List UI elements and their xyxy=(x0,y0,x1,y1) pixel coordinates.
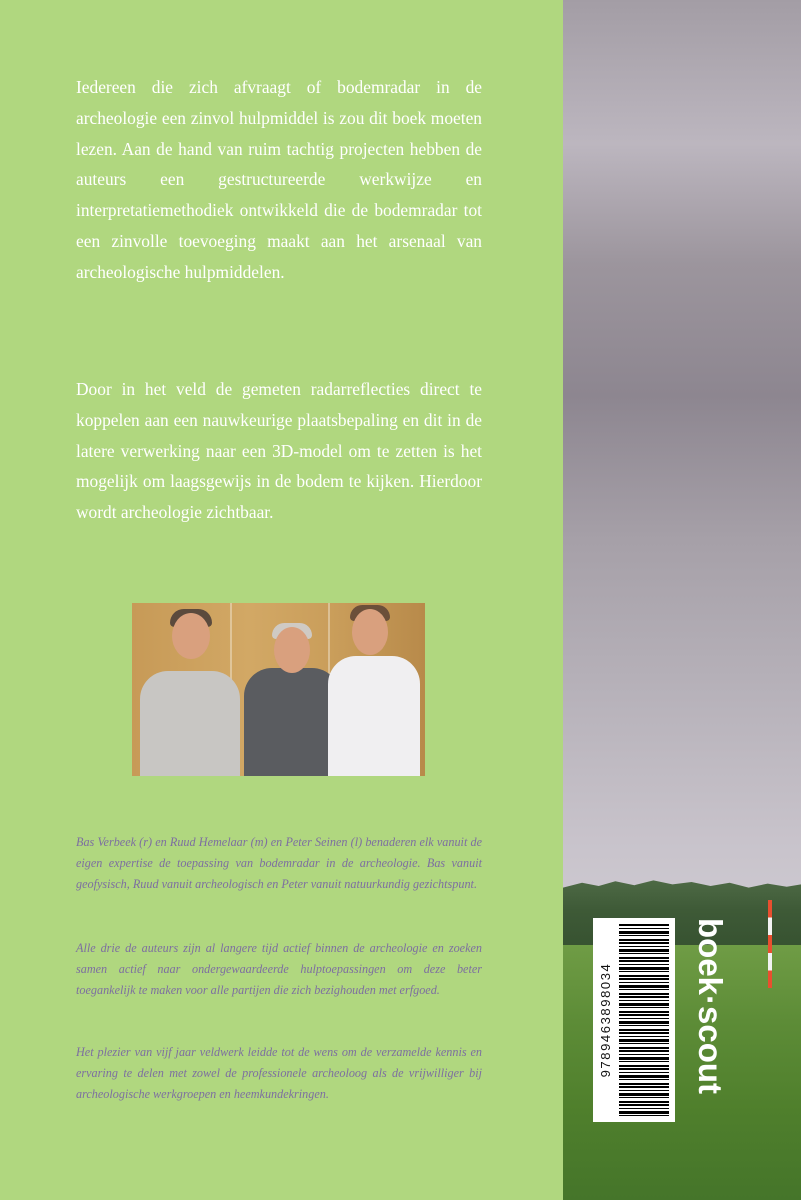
author-bio-3: Het plezier van vijf jaar veldwerk leidde tot de wens om de verzamelde kennis en ervaring te delen met zowel de professionele archeoloog als de vrijwilliger bij archeologische werkgroepen en heemkundekringen. xyxy=(76,1045,482,1101)
isbn-barcode xyxy=(593,918,675,1122)
author-right-head xyxy=(352,609,388,655)
blurb-paragraph-2: Door in het veld de gemeten radarreflecties direct te koppelen aan een nauwkeurige plaatsbepaling en dit in de latere verwerking naar een 3D-model om te zetten is het mogelijk om laagsgewijs in de bodem te kijken. Hierdoor wordt archeologie zichtbaar. xyxy=(76,379,482,523)
isbn-number: 9789463898034 xyxy=(598,962,613,1078)
publisher-logo xyxy=(686,918,734,1128)
author-middle-head xyxy=(274,627,310,673)
author-bio-1: Bas Verbeek (r) en Ruud Hemelaar (m) en Peter Seinen (l) benaderen elk vanuit de eigen expertise de toepassing van bodemradar in de archeologie. Bas vanuit geofysisch, Ruud vanuit archeologisch en Peter vanuit natuurkundig gezichtspunt. xyxy=(76,835,482,891)
barcode-bars xyxy=(619,924,669,1116)
author-left-body xyxy=(140,671,240,776)
publisher-name: boek·scout xyxy=(692,918,729,1095)
author-bio-2: Alle drie de auteurs zijn al langere tijd actief binnen de archeologie en zoeken samen actief naar ondergewaardeerde hulptoepassingen om deze beter toegankelijk te maken voor alle partijen die zich bezighouden met erfgoed. xyxy=(76,941,482,997)
author-middle-body xyxy=(244,668,340,776)
survey-marker-pole xyxy=(768,900,772,988)
author-right-body xyxy=(328,656,420,776)
authors-photo xyxy=(132,603,425,776)
blurb-paragraph-1: Iedereen die zich afvraagt of bodemradar in de archeologie een zinvol hulpmiddel is zou dit boek moeten lezen. Aan de hand van ruim tachtig projecten hebben de auteurs een gestructureerde werkwijze en interpretatiemethodiek ontwikkeld die de bodemradar tot een zinvolle toevoeging maakt aan het arsenaal van archeologische hulpmiddelen. xyxy=(76,77,482,282)
author-left-head xyxy=(172,613,210,659)
